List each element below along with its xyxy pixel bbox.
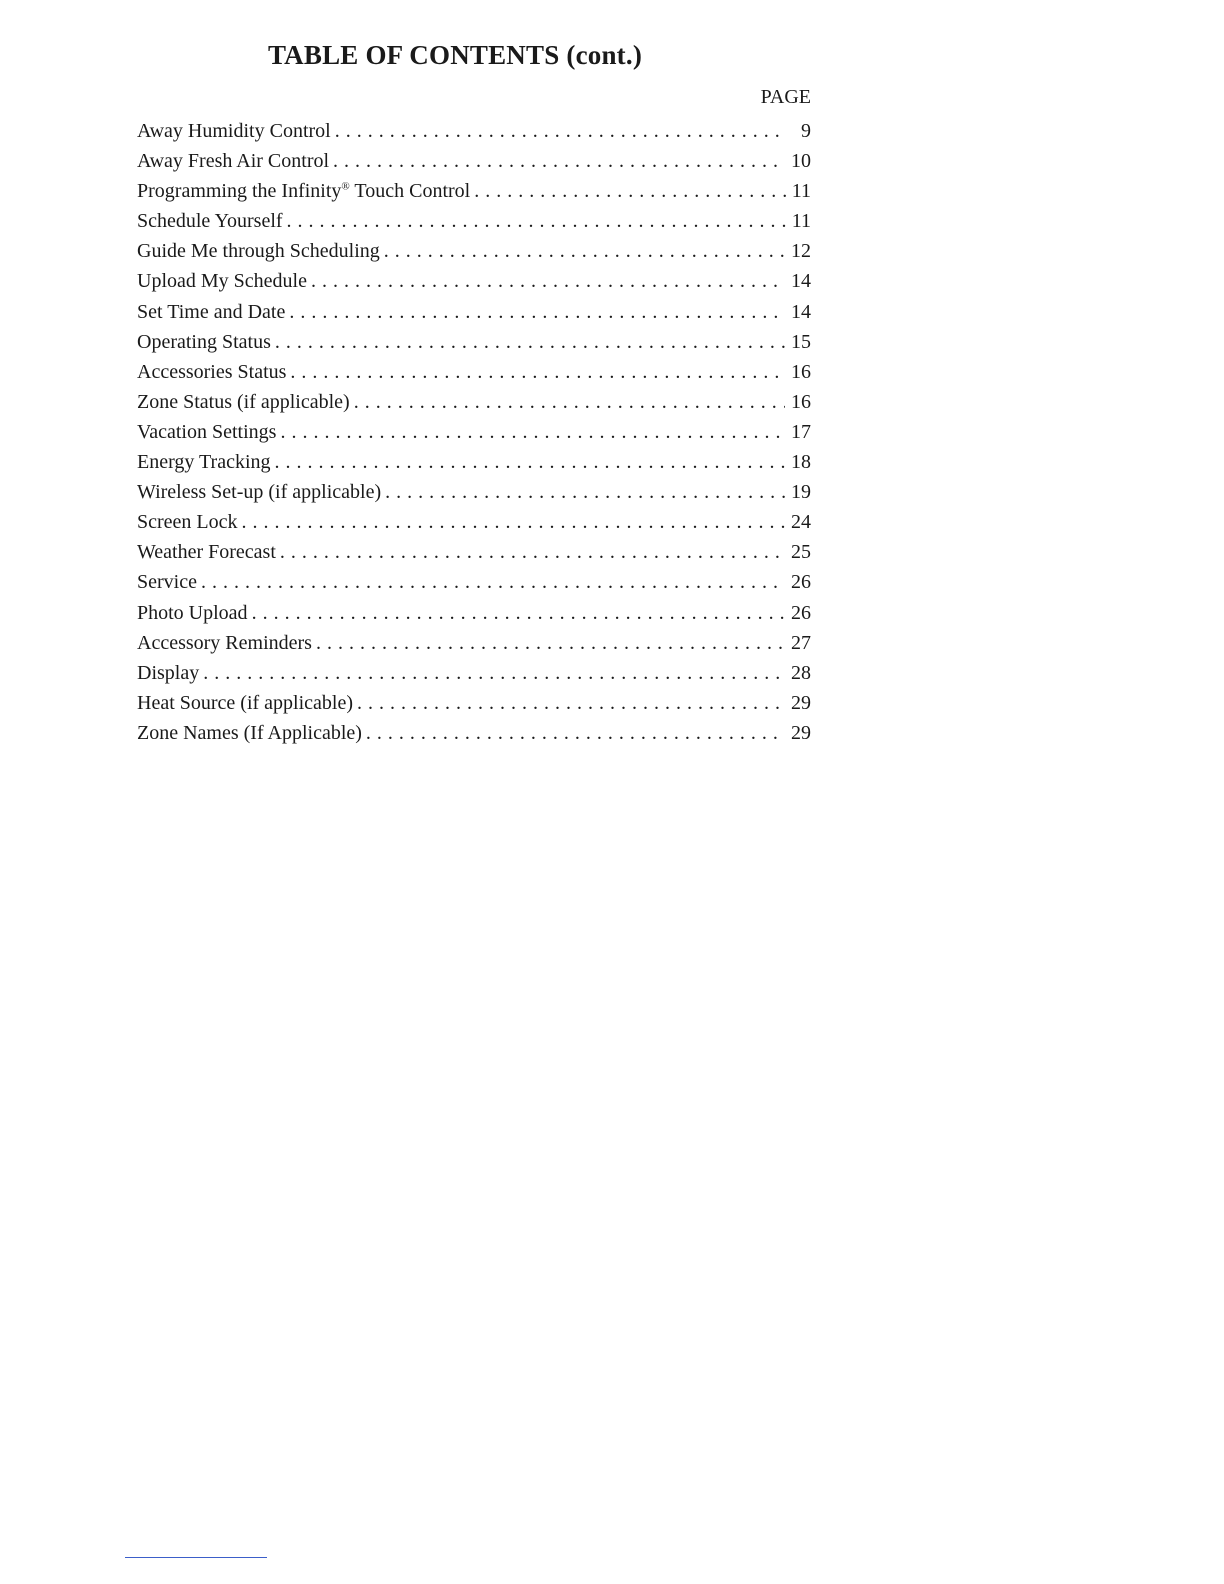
toc-page-number: 17: [791, 420, 811, 443]
toc-entry-schedule-yourself[interactable]: [137, 206, 811, 236]
toc-entry-heat-source[interactable]: [137, 688, 811, 718]
toc-page-number: 11: [791, 210, 811, 233]
toc-entry-label: Vacation Settings: [137, 420, 277, 443]
toc-entry-away-fresh-air-control[interactable]: [137, 146, 811, 176]
toc-page-number: 14: [791, 270, 811, 293]
toc-entry-accessory-reminders[interactable]: [137, 628, 811, 658]
toc-dot-leader: [252, 598, 785, 628]
toc-entry-zone-status[interactable]: [137, 387, 811, 417]
toc-entry-label: Weather Forecast: [137, 541, 276, 564]
toc-entry-label: Zone Status (if applicable): [137, 390, 350, 413]
toc-entry-label: Screen Lock: [137, 511, 238, 534]
toc-entry-label-start: Programming the Infinity: [137, 180, 342, 203]
toc-dot-leader: [203, 658, 785, 688]
toc-page-number: 27: [791, 631, 811, 654]
toc-entry-guide-me-through-scheduling[interactable]: [137, 236, 811, 266]
toc-entry-label: Display: [137, 661, 200, 684]
toc-dot-leader: [280, 417, 785, 447]
toc-dot-leader: [280, 537, 785, 567]
toc-entry-label: Accessories Status: [137, 360, 287, 383]
toc-page-number: 29: [791, 691, 811, 714]
toc-list: [137, 116, 811, 748]
toc-entry-label: Schedule Yourself: [137, 210, 283, 233]
toc-dot-leader: [366, 718, 785, 748]
toc-dot-leader: [335, 116, 787, 146]
toc-entry-label: Energy Tracking: [137, 451, 271, 474]
toc-dot-leader: [275, 327, 785, 357]
toc-entry-label: Upload My Schedule: [137, 270, 307, 293]
toc-dot-leader: [385, 477, 785, 507]
footer-rule: [125, 1557, 267, 1558]
toc-page-number: 12: [791, 240, 811, 263]
toc-page-number: 29: [791, 721, 811, 744]
toc-entry-label: Set Time and Date: [137, 300, 286, 323]
toc-entry-wireless-set-up[interactable]: [137, 477, 811, 507]
toc-entry-label: Heat Source (if applicable): [137, 691, 354, 714]
toc-page-number: 19: [791, 481, 811, 504]
toc-dot-leader: [357, 688, 785, 718]
toc-dot-leader: [354, 387, 785, 417]
toc-entry-away-humidity-control[interactable]: [137, 116, 811, 146]
toc-entry-display[interactable]: [137, 658, 811, 688]
page-title: TABLE OF CONTENTS (cont.): [267, 40, 643, 70]
toc-entry-zone-names[interactable]: [137, 718, 811, 748]
toc-entry-label: Wireless Set-up (if applicable): [137, 481, 382, 504]
toc-entry-label: Accessory Reminders: [137, 631, 312, 654]
toc-page-number: 10: [791, 150, 811, 173]
toc-dot-leader: [316, 628, 785, 658]
toc-entry-label: Zone Names (If Applicable): [137, 721, 362, 744]
toc-entry-upload-my-schedule[interactable]: [137, 266, 811, 296]
toc-page-number: 26: [791, 571, 811, 594]
toc-page-number: 15: [791, 330, 811, 353]
toc-dot-leader: [275, 447, 785, 477]
toc-entry-operating-status[interactable]: [137, 327, 811, 357]
toc-entry-label: Away Humidity Control: [137, 120, 331, 142]
toc-entry-programming-touch-control[interactable]: [137, 176, 811, 206]
toc-page-number: 9: [801, 120, 811, 142]
toc-entry-weather-forecast[interactable]: [137, 537, 811, 567]
page-column-header: PAGE: [760, 86, 811, 108]
toc-entry-service[interactable]: [137, 567, 811, 597]
toc-entry-label: [137, 176, 474, 206]
toc-entry-screen-lock[interactable]: [137, 507, 811, 537]
toc-entry-vacation-settings[interactable]: [137, 417, 811, 447]
toc-page-number: 24: [791, 511, 811, 534]
toc-page-number: 14: [791, 300, 811, 323]
toc-dot-leader: [242, 507, 785, 537]
toc-dot-leader: [474, 176, 786, 206]
toc-page-number: 16: [791, 360, 811, 383]
toc-entry-accessories-status[interactable]: [137, 357, 811, 387]
toc-dot-leader: [290, 357, 785, 387]
toc-dot-leader: [333, 146, 785, 176]
toc-entry-label-end: Touch Control: [349, 180, 471, 203]
toc-page-number: 16: [791, 390, 811, 413]
toc-page-number: 26: [791, 601, 811, 624]
toc-page-number: 25: [791, 541, 811, 564]
toc-entry-photo-upload[interactable]: [137, 598, 811, 628]
toc-page-number: 18: [791, 451, 811, 474]
toc-dot-leader: [289, 297, 785, 327]
toc-dot-leader: [384, 236, 785, 266]
toc-page-number: 28: [791, 661, 811, 684]
toc-entry-energy-tracking[interactable]: [137, 447, 811, 477]
toc-entry-label: Photo Upload: [137, 601, 248, 624]
toc-entry-label: Operating Status: [137, 330, 271, 353]
toc-dot-leader: [287, 206, 786, 236]
toc-entry-label: Service: [137, 571, 197, 594]
toc-entry-label: Guide Me through Scheduling: [137, 240, 380, 263]
toc-dot-leader: [311, 266, 785, 296]
toc-entry-label: Away Fresh Air Control: [137, 150, 330, 173]
registered-mark: ®: [341, 180, 350, 193]
toc-page-number: 11: [791, 180, 811, 203]
toc-entry-set-time-and-date[interactable]: [137, 297, 811, 327]
toc-dot-leader: [201, 567, 785, 597]
